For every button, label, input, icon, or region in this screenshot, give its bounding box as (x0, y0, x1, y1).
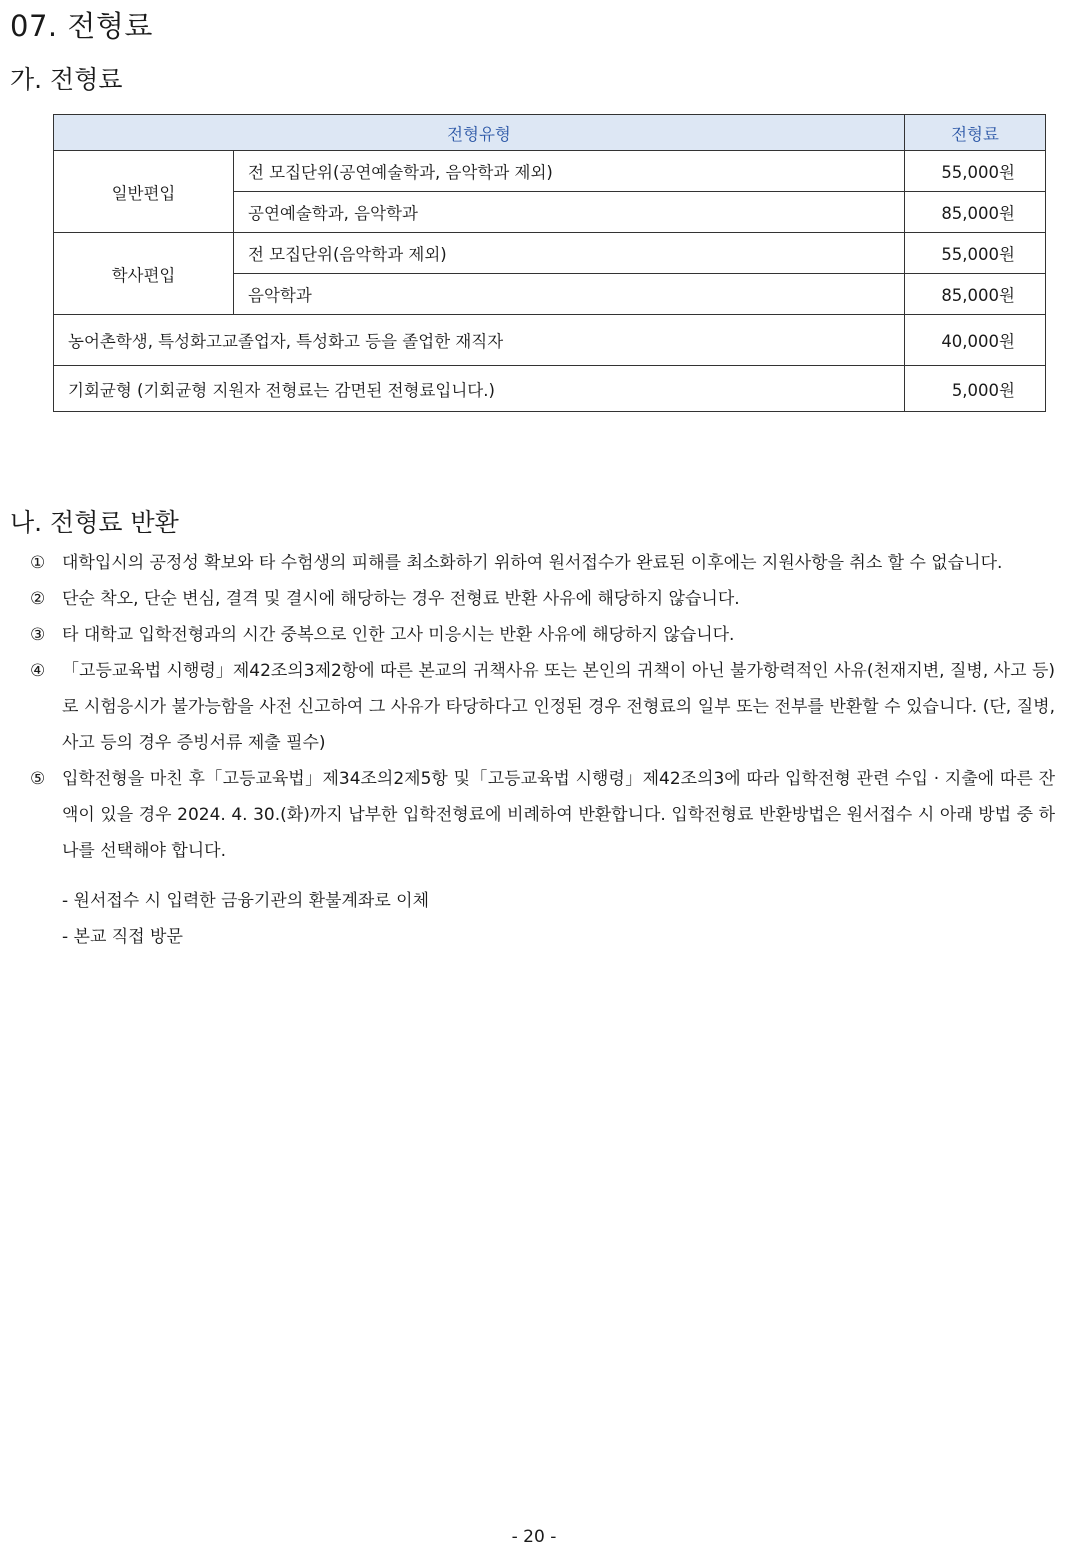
table-cell-item: 농어촌학생, 특성화고교졸업자, 특성화고 등을 졸업한 재직자 (54, 315, 905, 366)
table-cell-fee: 5,000원 (905, 366, 1046, 412)
list-text: 입학전형을 마친 후「고등교육법」제34조의2제5항 및「고등교육법 시행령」제42조의3에 따라 입학전형 관련 수입 · 지출에 따른 잔액이 있을 경우 2024. 4. 30.(화)까지 납부한 입학전형료에 비례하여 반환합니다. 입학전형료 반환방법은 원서접수 시 아래 방법 중 하나를 선택해야 합니다. (62, 769, 1055, 861)
list-item (30, 617, 1055, 653)
list-item (30, 761, 1055, 869)
refund-methods (30, 883, 429, 955)
refund-notes (30, 545, 1055, 869)
fee-table (53, 114, 1046, 412)
list-number: ① (30, 553, 46, 573)
page-number: - 20 - (511, 1527, 557, 1547)
header-type: 전형유형 (54, 115, 905, 151)
table-cell-item: 전 모집단위(음악학과 제외) (234, 233, 905, 274)
list-number: ④ (30, 661, 46, 681)
table-cell-fee: 85,000원 (905, 274, 1046, 315)
table-cell-item: 공연예술학과, 음악학과 (234, 192, 905, 233)
table-header-row (54, 115, 1046, 151)
table-cell-fee: 85,000원 (905, 192, 1046, 233)
method-item: - 본교 직접 방문 (62, 927, 183, 947)
table-cell-fee: 55,000원 (905, 233, 1046, 274)
method-item: - 원서접수 시 입력한 금융기관의 환불계좌로 이체 (62, 891, 429, 911)
table-row (54, 151, 1046, 192)
subsection-title-refund: 나. 전형료 반환 (10, 508, 179, 537)
subsection-title-fee: 가. 전형료 (10, 65, 123, 94)
list-text: 대학입시의 공정성 확보와 타 수험생의 피해를 최소화하기 위하여 원서접수가 완료된 이후에는 지원사항을 취소 할 수 없습니다. (62, 553, 1003, 573)
section-title: 07. 전형료 (10, 9, 153, 43)
header-fee: 전형료 (905, 115, 1046, 151)
table-cell-item: 음악학과 (234, 274, 905, 315)
table-cell-item: 기회균형 (기회균형 지원자 전형료는 감면된 전형료입니다.) (54, 366, 905, 412)
category-general: 일반편입 (54, 151, 234, 233)
list-text: 타 대학교 입학전형과의 시간 중복으로 인한 고사 미응시는 반환 사유에 해당하지 않습니다. (62, 625, 735, 645)
table-cell-fee: 55,000원 (905, 151, 1046, 192)
list-number: ⑤ (30, 769, 46, 789)
list-text: 「고등교육법 시행령」제42조의3제2항에 따른 본교의 귀책사유 또는 본인의 귀책이 아닌 불가항력적인 사유(천재지변, 질병, 사고 등)로 시험응시가 불가능함을 사전 신고하여 그 사유가 타당하다고 인정된 경우 전형료의 일부 또는 전부를 반환할 수 있습니다. (단, 질병, 사고 등의 경우 증빙서류 제출 필수) (62, 661, 1055, 753)
list-text: 단순 착오, 단순 변심, 결격 및 결시에 해당하는 경우 전형료 반환 사유에 해당하지 않습니다. (62, 589, 740, 609)
list-number: ③ (30, 625, 46, 645)
table-row (54, 366, 1046, 412)
list-item (30, 581, 1055, 617)
category-bachelor: 학사편입 (54, 233, 234, 315)
list-number: ② (30, 589, 46, 609)
list-item (30, 653, 1055, 761)
table-cell-item: 전 모집단위(공연예술학과, 음악학과 제외) (234, 151, 905, 192)
table-row (54, 315, 1046, 366)
list-item (30, 545, 1055, 581)
table-cell-fee: 40,000원 (905, 315, 1046, 366)
table-row (54, 233, 1046, 274)
